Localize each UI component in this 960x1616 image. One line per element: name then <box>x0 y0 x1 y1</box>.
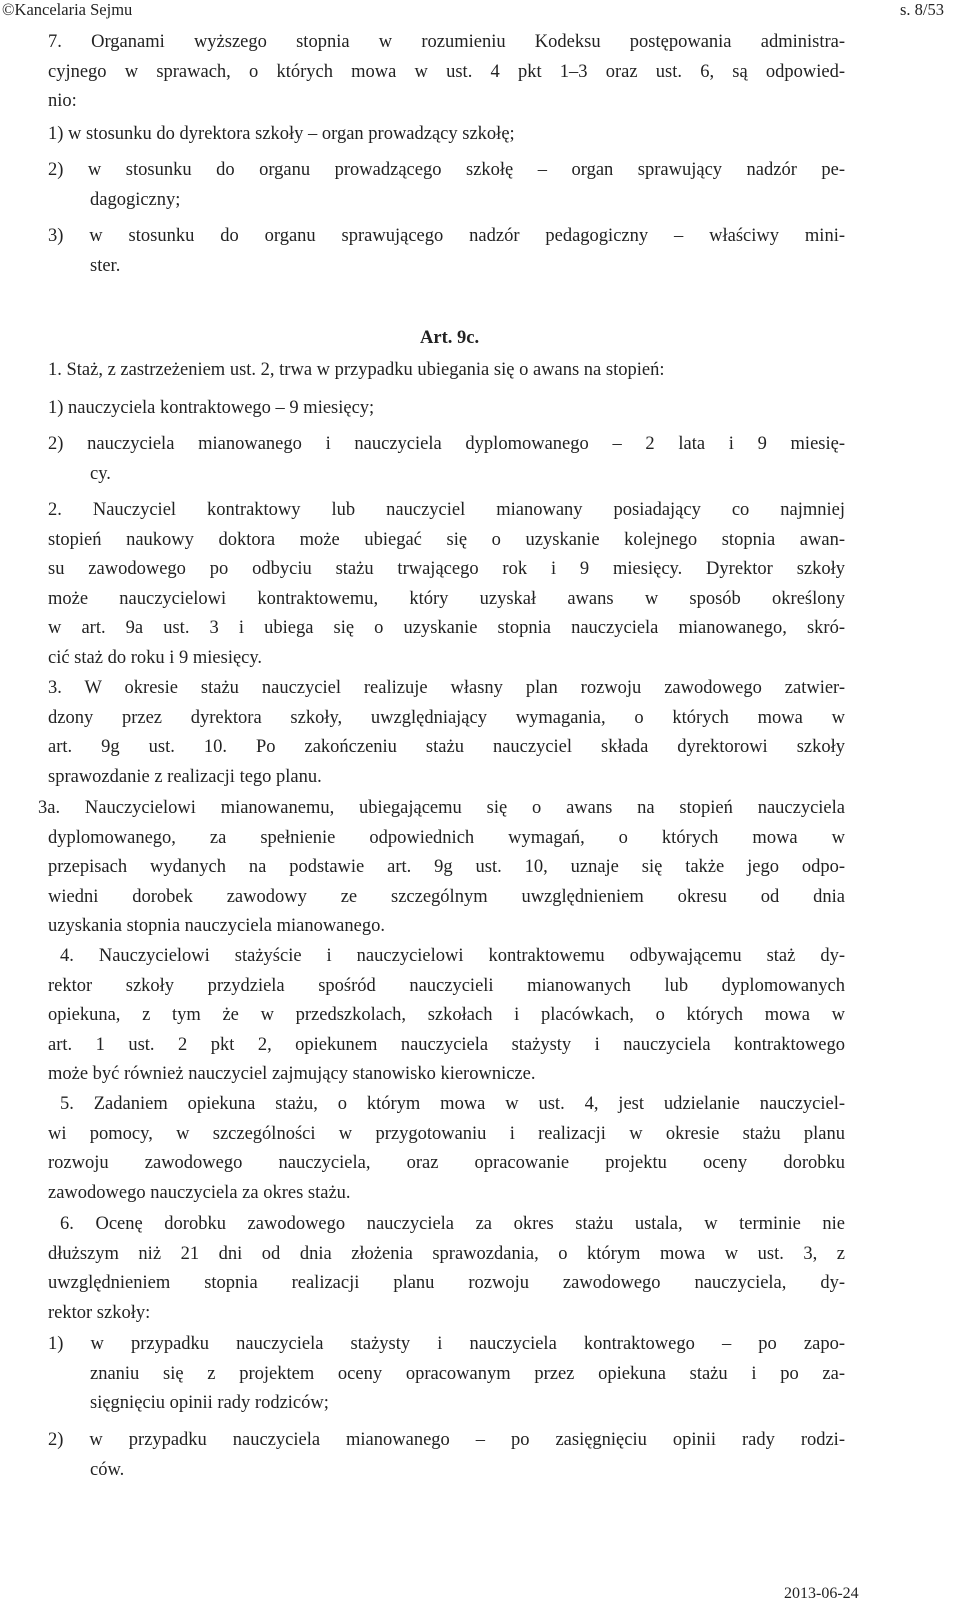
text-line: wiedni dorobek zawodowy ze szczególnym uwzględnieniem okresu od dnia <box>48 886 845 907</box>
text-line: dyplomowanego, za spełnienie odpowiednich wymagań, o których mowa w <box>48 827 845 848</box>
text-line: 3. W okresie stażu nauczyciel realizuje własny plan rozwoju zawodowego zatwier- <box>48 678 845 698</box>
text-line: 3a. Nauczycielowi mianowanemu, ubiegającemu się o awans na stopień nauczyciela <box>38 798 845 818</box>
paragraph-ust-7 <box>48 28 845 117</box>
text-line: 2) w przypadku nauczyciela mianowanego – po zasięgnięciu opinii rady rodzi- <box>48 1430 845 1450</box>
list-item <box>48 1426 845 1485</box>
text-line: 2. Nauczyciel kontraktowy lub nauczyciel mianowany posiadający co najmniej <box>48 500 845 520</box>
text-line: uwzględnieniem stopnia realizacji planu rozwoju zawodowego nauczyciela, dy- <box>48 1273 845 1293</box>
text-line: uzyskania stopnia nauczyciela mianowanego. <box>48 916 385 936</box>
text-line: 7. Organami wyższego stopnia w rozumieniu Kodeksu postępowania administra- <box>48 32 845 52</box>
list-item <box>48 430 845 489</box>
list-item <box>48 222 845 281</box>
text-line: 1) w stosunku do dyrektora szkoły – organ prowadzący szkołę; <box>48 124 515 144</box>
text-line: zawodowego nauczyciela za okres stażu. <box>48 1182 351 1203</box>
footer-date: 2013-06-24 <box>784 1585 859 1602</box>
text-line: może nauczycielowi kontraktowemu, który uzyskał awans w sposób określony <box>48 588 845 609</box>
text-line: 2) nauczyciela mianowanego i nauczyciela dyplomowanego – 2 lata i 9 miesię- <box>48 434 845 454</box>
text-line: sięgnięciu opinii rady rodziców; <box>90 1393 329 1413</box>
text-line: rozwoju zawodowego nauczyciela, oraz opracowanie projektu oceny dorobku <box>48 1153 845 1173</box>
text-line: może być również nauczyciel zajmujący stanowisko kierownicze. <box>48 1064 536 1084</box>
header-page-number: s. 8/53 <box>900 0 945 19</box>
text-line: 1. Staż, z zastrzeżeniem ust. 2, trwa w przypadku ubiegania się o awans na stopień: <box>48 360 665 380</box>
list-item <box>48 394 845 424</box>
text-line: 1) nauczyciela kontraktowego – 9 miesięcy; <box>48 398 375 418</box>
paragraph-ust-6 <box>48 1210 845 1328</box>
article-title: Art. 9c. <box>420 328 480 348</box>
header-copyright: ©Kancelaria Sejmu <box>2 0 133 19</box>
text-line: 1) w przypadku nauczyciela stażysty i nauczyciela kontraktowego – po zapo- <box>48 1334 845 1354</box>
text-line: opiekuna, z tym że w przedszkolach, szkołach i placówkach, o których mowa w <box>48 1005 845 1025</box>
text-line: nio: <box>48 91 77 111</box>
text-line: cić staż do roku i 9 miesięcy. <box>48 647 263 668</box>
text-line: art. 1 ust. 2 pkt 2, opiekunem nauczyciela stażysty i nauczyciela kontraktowego <box>48 1034 845 1055</box>
text-line: wi pomocy, w szczególności w przygotowaniu i realizacji w okresie stażu planu <box>48 1123 845 1144</box>
paragraph-ust-3a <box>38 794 845 942</box>
text-line: rektor szkoły przydziela spośród nauczycieli mianowanych lub dyplomowanych <box>48 975 845 996</box>
text-line: ster. <box>90 255 121 276</box>
text-line: 2) w stosunku do organu prowadzącego szkołę – organ sprawujący nadzór pe- <box>48 160 845 180</box>
text-line: ców. <box>90 1459 125 1480</box>
text-line: cy. <box>90 463 111 484</box>
text-line: su zawodowego po odbyciu stażu trwającego rok i 9 miesięcy. Dyrektor szkoły <box>48 559 845 579</box>
text-line: przepisach wydanych na podstawie art. 9g ust. 10, uznaje się także jego odpo- <box>48 857 845 877</box>
text-line: art. 9g ust. 10. Po zakończeniu stażu nauczyciel składa dyrektorowi szkoły <box>48 737 845 757</box>
paragraph-ust-4 <box>48 942 845 1090</box>
list-item <box>48 120 845 150</box>
text-line: 3) w stosunku do organu sprawującego nadzór pedagogiczny – właściwy mini- <box>48 226 845 246</box>
paragraph-ust-5 <box>48 1090 845 1208</box>
text-line: 5. Zadaniem opiekuna stażu, o którym mowa w ust. 4, jest udzielanie nauczyciel- <box>60 1094 845 1114</box>
list-item <box>48 156 845 215</box>
text-line: znaniu się z projektem oceny opracowanym przez opiekuna stażu i po za- <box>90 1363 845 1384</box>
text-line: dłuższym niż 21 dni od dnia złożenia sprawozdania, o którym mowa w ust. 3, z <box>48 1243 845 1264</box>
text-line: stopień naukowy doktora może ubiegać się o uzyskanie kolejnego stopnia awan- <box>48 529 845 550</box>
text-line: sprawozdanie z realizacji tego planu. <box>48 766 322 787</box>
paragraph-ust-2 <box>48 496 845 673</box>
text-line: cyjnego w sprawach, o których mowa w ust. 4 pkt 1–3 oraz ust. 6, są odpowied- <box>48 61 845 82</box>
paragraph-ust-1 <box>48 356 845 386</box>
text-line: dagogiczny; <box>90 189 181 210</box>
text-line: w art. 9a ust. 3 i ubiega się o uzyskanie stopnia nauczyciela mianowanego, skró- <box>48 618 845 638</box>
text-line: 4. Nauczycielowi stażyście i nauczycielowi kontraktowemu odbywającemu staż dy- <box>60 946 845 966</box>
text-line: 6. Ocenę dorobku zawodowego nauczyciela za okres stażu ustala, w terminie nie <box>60 1214 845 1234</box>
paragraph-ust-3 <box>48 674 845 792</box>
list-item <box>48 1330 845 1419</box>
text-line: dzony przez dyrektora szkoły, uwzględniający wymagania, o których mowa w <box>48 707 845 728</box>
text-line: rektor szkoły: <box>48 1302 151 1323</box>
